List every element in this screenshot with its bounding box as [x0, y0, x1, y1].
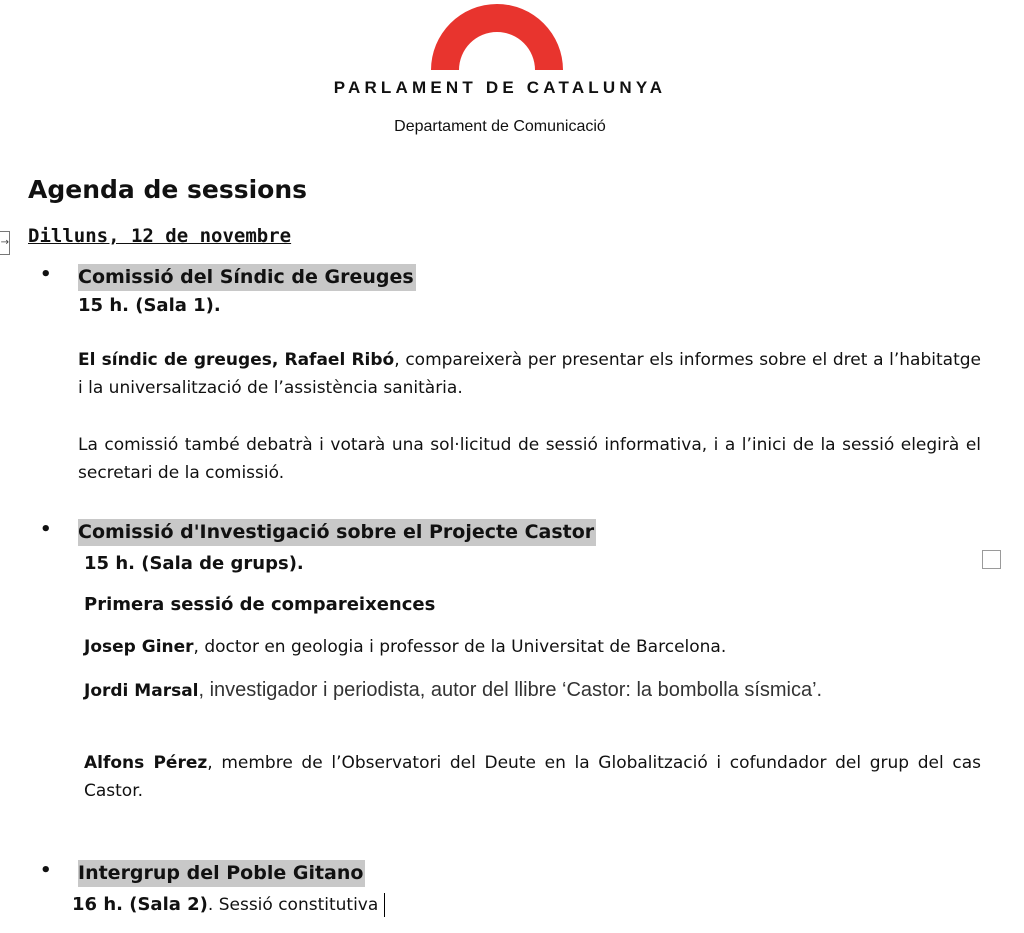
margin-marker-icon: → — [0, 231, 10, 255]
checkbox-icon[interactable] — [982, 550, 1001, 569]
section-title-sindic: Comissió del Síndic de Greuges — [78, 264, 416, 291]
speaker-name: El síndic de greuges, Rafael Ribó — [78, 350, 395, 370]
bullet-icon: • — [40, 860, 52, 881]
bullet-icon: • — [40, 519, 52, 540]
person-name: Jordi Marsal — [84, 681, 199, 701]
person-perez — [84, 749, 981, 805]
speaker-desc: , compareixerà per presentar els informes sobre el dret a l’habitatge i la universalització de l’assistència sanitària. — [78, 350, 981, 398]
parlament-logo-icon — [431, 4, 563, 70]
person-name: Alfons Pérez — [84, 753, 208, 773]
person-name: Josep Giner — [84, 637, 194, 657]
org-name: PARLAMENT DE CATALUNYA — [333, 78, 667, 97]
person-giner — [84, 633, 981, 661]
date-heading: Dilluns, 12 de novembre — [28, 225, 292, 247]
bullet-icon: • — [40, 264, 52, 285]
section-time-gitano-line — [72, 891, 385, 919]
text-cursor — [384, 893, 385, 917]
section-subtitle-castor: Primera sessió de compareixences — [84, 594, 436, 615]
person-desc: , doctor en geologia i professor de la Universitat de Barcelona. — [193, 637, 727, 657]
paragraph-sindic-1 — [78, 346, 981, 402]
section-desc-gitano: . Sessió constitutiva — [207, 895, 379, 915]
section-title-gitano: Intergrup del Poble Gitano — [78, 860, 365, 887]
paragraph-sindic-2: La comissió també debatrà i votarà una sol·licitud de sessió informativa, i a l’inici de la sessió elegirà el secretari de la comissió. — [78, 435, 981, 483]
section-title-castor: Comissió d'Investigació sobre el Projecte Castor — [78, 519, 596, 546]
section-time-sindic: 15 h. (Sala 1). — [78, 295, 221, 316]
section-time-gitano: 16 h. (Sala 2) — [72, 894, 208, 915]
section-time-castor: 15 h. (Sala de grups). — [84, 553, 304, 574]
department-name: Departament de Comunicació — [394, 118, 606, 135]
person-desc: , membre de l’Observatori del Deute en la Globalització i cofundador del grup del cas Castor. — [84, 753, 981, 801]
person-marsal — [84, 676, 981, 705]
page-title: Agenda de sessions — [28, 175, 308, 204]
person-desc: , investigador i periodista, autor del llibre ‘Castor: la bombolla sísmica’. — [198, 679, 823, 701]
